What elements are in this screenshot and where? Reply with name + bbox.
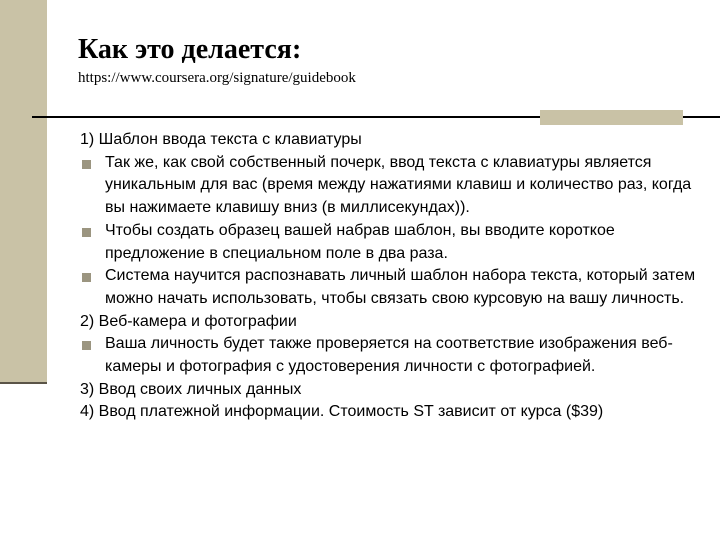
bullet-square-icon	[82, 273, 91, 282]
bullet-text: Так же, как свой собственный почерк, ввод текста с клавиатуры является уникальным для вас (время между нажатиями клавиш и количество раз, когда вы нажимаете клавишу вниз (в миллисекундах)).	[105, 153, 692, 217]
bullet-square-icon	[82, 341, 91, 350]
section-heading-keyboard: 1) Шаблон ввода текста с клавиатуры	[80, 131, 362, 148]
bullet-text: Система научится распознавать личный шаблон набора текста, который затем можно начать использовать, чтобы связать свою курсовую на вашу личность.	[105, 267, 696, 307]
bullet-text: Чтобы создать образец вашей набрав шаблон, вы вводите короткое предложение в специальном поле в два раза.	[105, 221, 615, 262]
slide-url: https://www.coursera.org/signature/guidebook	[78, 70, 356, 86]
left-panel-rule	[0, 382, 47, 384]
section-heading-personal-data: 3) Ввод своих личных данных	[80, 380, 302, 398]
bullet-square-icon	[82, 228, 91, 237]
slide-title: Как это делается:	[78, 34, 302, 65]
slide-content	[80, 129, 700, 424]
left-decorative-panel	[0, 0, 47, 382]
bullet-item	[80, 220, 700, 265]
bullet-square-icon	[82, 160, 91, 169]
section-heading-payment: 4) Ввод платежной информации. Стоимость ST зависит от курса ($39)	[80, 403, 604, 421]
bullet-item	[80, 152, 700, 220]
section-heading-webcam: 2) Веб-камера и фотографии	[80, 312, 297, 330]
bullet-item	[80, 333, 700, 378]
bullet-text: Ваша личность будет также проверяется на соответствие изображения веб-камеры и фотография с удостоверения личности с фотографией.	[105, 335, 673, 376]
bullet-item	[80, 265, 700, 310]
accent-bar	[540, 110, 683, 125]
